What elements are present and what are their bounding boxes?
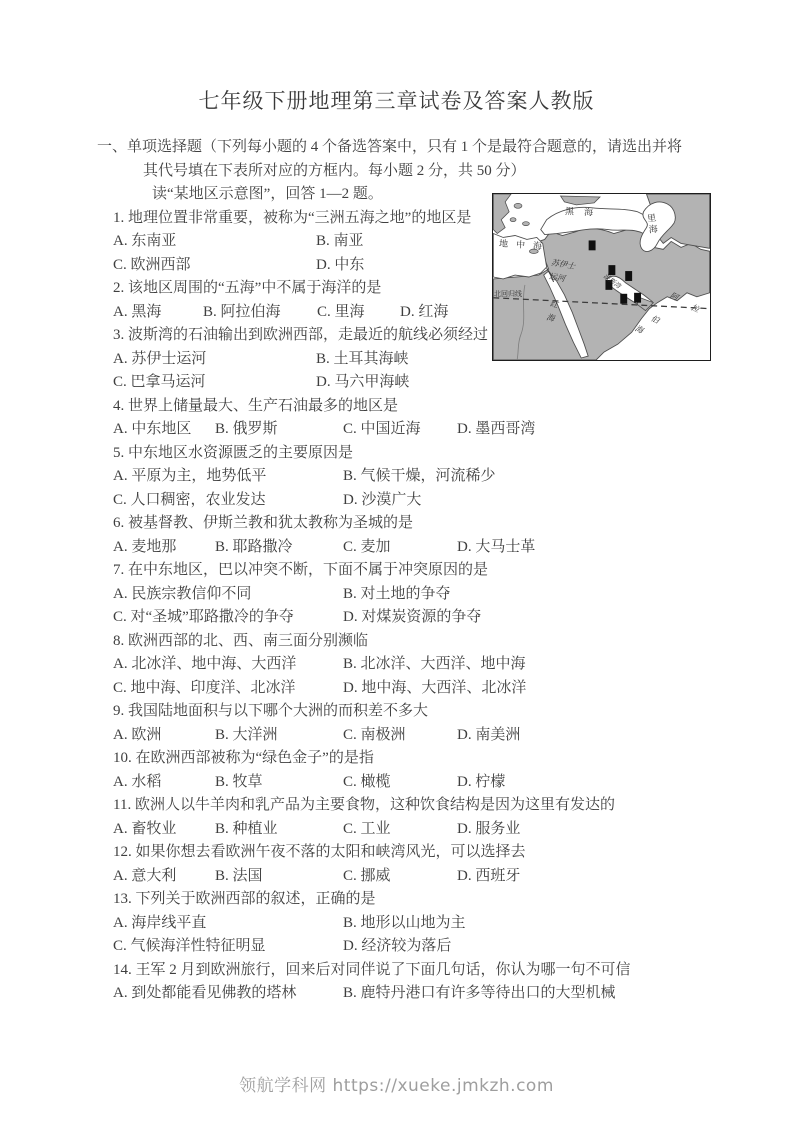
option: B. 北冰洋、大西洋、地中海 (343, 656, 526, 672)
island (510, 218, 516, 222)
question-text: 7. 在中东地区，巴以冲突不断，下面不属于冲突原因的是 (113, 562, 489, 578)
question-text: 11. 欧洲人以牛羊肉和乳产品为主要食物，这种饮食结构是因为这里有发达的 (113, 797, 615, 813)
question-options (113, 724, 723, 748)
option: A. 麦地那 (113, 538, 177, 555)
option: D. 地中海、大西洋、北冰洋 (343, 679, 527, 696)
option: C. 欧洲西部 (113, 256, 191, 273)
question-options (113, 865, 723, 889)
option: D. 墨西哥湾 (457, 421, 536, 437)
question-12 (113, 841, 723, 888)
map-label-suez-canal-line1: 苏伊士 (550, 257, 576, 272)
question-options (113, 536, 723, 560)
option: B. 对土地的争夺 (343, 585, 451, 602)
section-heading-line2: 其代号填在下表所对应的方框内。每小题 2 分，共 50 分） (143, 162, 526, 179)
question-5 (113, 442, 723, 513)
section-heading-line1: 一、单项选择题（下列每小题的 4 个备选答案中，只有 1 个是最符合题意的，请选出并将 (97, 139, 683, 155)
region-map (492, 193, 711, 361)
option: D. 对煤炭资源的争夺 (343, 609, 482, 625)
option: A. 到处都能看见佛教的塔林 (113, 985, 297, 1001)
option: D. 经济较为落后 (343, 938, 452, 954)
option: B. 种植业 (215, 820, 278, 837)
question-text: 12. 如果你想去看欧洲午夜不落的太阳和峡湾风光，可以选择去 (113, 844, 526, 860)
question-14 (113, 959, 723, 1006)
question-text: 10. 在欧洲西部被称为“绿色金子”的是指 (113, 750, 374, 766)
option: B. 法国 (215, 867, 263, 884)
question-6 (113, 512, 723, 559)
question-options (113, 912, 723, 959)
option: D. 柠檬 (457, 773, 506, 790)
option: A. 意大利 (113, 867, 177, 884)
question-9 (113, 700, 723, 747)
land-crimea (560, 196, 600, 205)
map-label-suez-canal-line2: 运河 (548, 271, 566, 284)
option: C. 人口稠密，农业发达 (113, 491, 266, 508)
question-1 (113, 207, 492, 278)
questions-beside-map (113, 207, 492, 395)
question-options (113, 418, 723, 442)
question-options (113, 348, 492, 395)
question-text: 4. 世界上储量最大、生产石油最多的地区是 (113, 397, 399, 414)
question-text: 6. 被基督教、伊斯兰教和犹太教称为圣城的是 (113, 515, 414, 531)
option: B. 鹿特丹港口有许多等待出口的大型机械 (343, 985, 616, 1001)
option: C. 中国近海 (343, 421, 421, 437)
question-options (113, 771, 723, 795)
question-11 (113, 794, 723, 841)
map-label-arabian-sea-char: 拉 (689, 302, 701, 315)
question-options (113, 301, 492, 325)
option: C. 南极洲 (343, 726, 406, 743)
option: C. 对“圣城”耶路撒冷的争夺 (113, 609, 294, 625)
question-text: 13. 下列关于欧洲西部的叙述，正确的是 (113, 891, 376, 907)
question-options (113, 465, 723, 512)
option: A. 苏伊士运河 (113, 350, 207, 367)
map-intro-line: 读“某地区示意图”，回答 1—2 题。 (152, 186, 383, 202)
question-13 (113, 888, 723, 959)
question-options (113, 583, 723, 630)
island (514, 203, 522, 208)
map-label-arabian-sea-char: 伯 (649, 313, 661, 326)
option: A. 民族宗教信仰不同 (113, 585, 252, 602)
option: C. 气候海洋性特征明显 (113, 938, 266, 954)
option: A. 中东地区 (113, 421, 192, 437)
question-7 (113, 559, 723, 630)
question-8 (113, 630, 723, 701)
option: C. 工业 (343, 820, 391, 837)
option: D. 大马士革 (457, 538, 536, 555)
question-options (113, 653, 723, 700)
option: C. 巴拿马运河 (113, 374, 206, 390)
option: B. 南亚 (316, 233, 364, 249)
option: C. 麦加 (343, 538, 391, 555)
option: B. 阿拉伯海 (203, 303, 281, 320)
map-label-tropic-of-cancer: 北回归线 (494, 290, 522, 298)
question-2 (113, 277, 492, 324)
map-label-mediterranean-sea: 地中海 (498, 238, 551, 252)
option: C. 地中海、印度洋、北冰洋 (113, 679, 296, 696)
option: D. 沙漠广大 (343, 491, 422, 508)
map-label-red-sea: 红海 (545, 299, 559, 324)
question-text: 2. 该地区周围的“五海”中不属于海洋的是 (113, 280, 382, 296)
option: A. 东南亚 (113, 233, 177, 249)
island (522, 222, 529, 226)
option: A. 黑海 (113, 303, 162, 320)
question-3 (113, 324, 492, 395)
option: B. 大洋洲 (215, 726, 278, 743)
land-balkans (493, 194, 511, 234)
option: D. 中东 (316, 256, 365, 273)
question-text: 3. 波斯湾的石油输出到欧洲西部，走最近的航线必须经过 (113, 327, 489, 343)
question-text: 5. 中东地区水资源匮乏的主要原因是 (113, 444, 354, 461)
option: D. 南美洲 (457, 726, 521, 743)
map-label-persian-gulf: 波斯湾 (601, 272, 622, 291)
option: D. 西班牙 (457, 867, 521, 884)
watermark-footer: 领航学科网 https://xueke.jmkzh.com (239, 1076, 554, 1096)
option: B. 土耳其海峡 (316, 350, 409, 367)
option: C. 挪威 (343, 867, 391, 884)
map-label-arabian-sea-char: 阿 (668, 290, 680, 303)
question-text: 1. 地理位置非常重要，被称为“三洲五海之地”的地区是 (113, 209, 472, 226)
option: D. 马六甲海峡 (316, 374, 410, 390)
question-options (113, 230, 492, 277)
option: A. 畜牧业 (113, 820, 177, 837)
question-options (113, 818, 723, 842)
question-options (113, 982, 723, 1006)
question-10 (113, 747, 723, 794)
question-4 (113, 395, 723, 442)
option: B. 气候干燥，河流稀少 (343, 468, 496, 484)
option: A. 海岸线平直 (113, 914, 207, 931)
option: B. 牧草 (215, 773, 263, 790)
option: C. 橄榄 (343, 773, 391, 790)
option: C. 里海 (317, 303, 365, 320)
map-label-arabian-sea-char: 海 (633, 323, 645, 336)
question-text: 14. 王军 2 月到欧洲旅行，回来后对同伴说了下面几句话，你认为哪一句不可信 (113, 961, 631, 978)
option: B. 俄罗斯 (215, 421, 278, 437)
question-text: 9. 我国陆地面积与以下哪个大洲的而积差不多大 (113, 703, 429, 719)
option: A. 水稻 (113, 773, 162, 790)
option: D. 服务业 (457, 820, 521, 837)
option: D. 红海 (400, 303, 449, 320)
option: A. 北冰洋、地中海、大西洋 (113, 656, 297, 672)
option: B. 耶路撒冷 (215, 538, 293, 555)
map-label-black-sea: 黑海 (564, 206, 604, 218)
page-title: 七年级下册地理第三章试卷及答案人教版 (198, 89, 595, 113)
option: A. 平原为主，地势低平 (113, 468, 267, 484)
option: B. 地形以山地为主 (343, 914, 466, 931)
map-label-caspian-sea: 里海 (646, 212, 659, 235)
option: A. 欧洲 (113, 726, 162, 743)
question-text: 8. 欧洲西部的北、西、南三面分别濒临 (113, 632, 369, 649)
